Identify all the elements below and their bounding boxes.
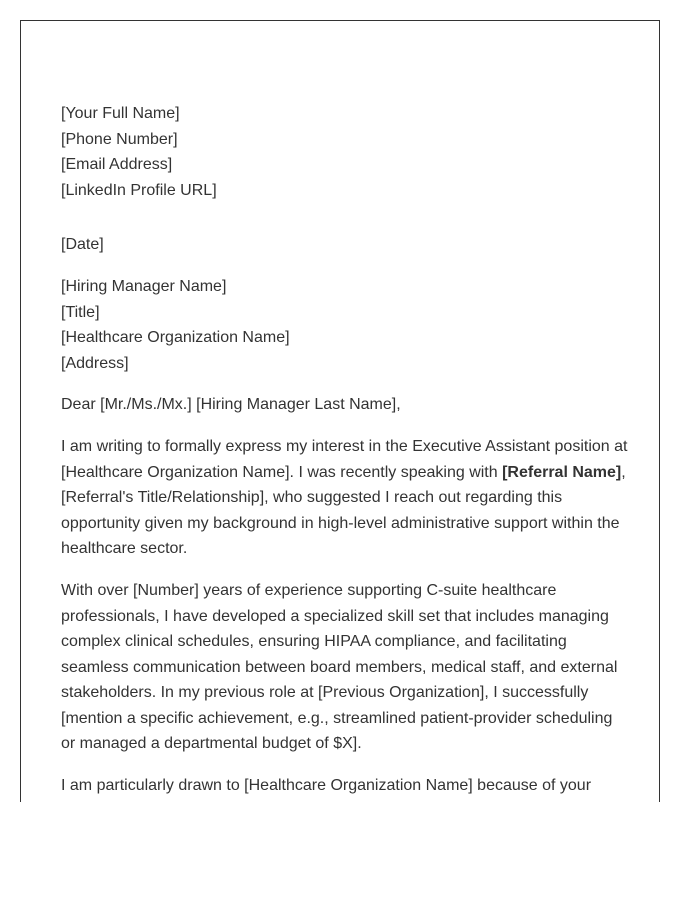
- recipient-address: [Address]: [61, 354, 129, 372]
- letter-content: [61, 101, 631, 799]
- sender-block: [61, 101, 631, 203]
- date-block: [61, 232, 631, 258]
- paragraph-intro-after: , [Referral's Title/Relationship], who suggested I reach out regarding this opportunity given my background in high-level administrative support within the healthcare sector.: [61, 463, 626, 558]
- letter-date: [Date]: [61, 236, 104, 254]
- paragraph-experience: With over [Number] years of experience supporting C-suite healthcare professionals, I have developed a specialized skill set that includes managing complex clinical schedules, ensuring HIPAA compliance, and facilitating seamless communication between board members, medical staff, and external stakeholders. In my previous role at [Previous Organization], I successfully [mention a specific achievement, e.g., streamlined patient-provider scheduling or managed a departmental budget of $X].: [61, 581, 618, 753]
- paragraph-intro-before: I am writing to formally express my interest in the Executive Assistant position at [Healthcare Organization Name]. I was recently speaking with: [61, 437, 628, 481]
- recipient-organization: [Healthcare Organization Name]: [61, 329, 290, 347]
- sender-name: [Your Full Name]: [61, 105, 180, 122]
- recipient-title: [Title]: [61, 303, 100, 321]
- paragraph-intro: [61, 434, 631, 562]
- letter-page: [20, 20, 660, 802]
- recipient-name: [Hiring Manager Name]: [61, 277, 227, 295]
- sender-linkedin: [LinkedIn Profile URL]: [61, 181, 217, 199]
- paragraph-motivation: I am particularly drawn to [Healthcare Organization Name] because of your: [61, 777, 592, 795]
- recipient-block: [61, 274, 631, 376]
- sender-email: [Email Address]: [61, 156, 173, 174]
- salutation: Dear [Mr./Ms./Mx.] [Hiring Manager Last Name],: [61, 396, 401, 414]
- sender-phone: [Phone Number]: [61, 130, 178, 148]
- referral-name: [Referral Name]: [502, 463, 622, 481]
